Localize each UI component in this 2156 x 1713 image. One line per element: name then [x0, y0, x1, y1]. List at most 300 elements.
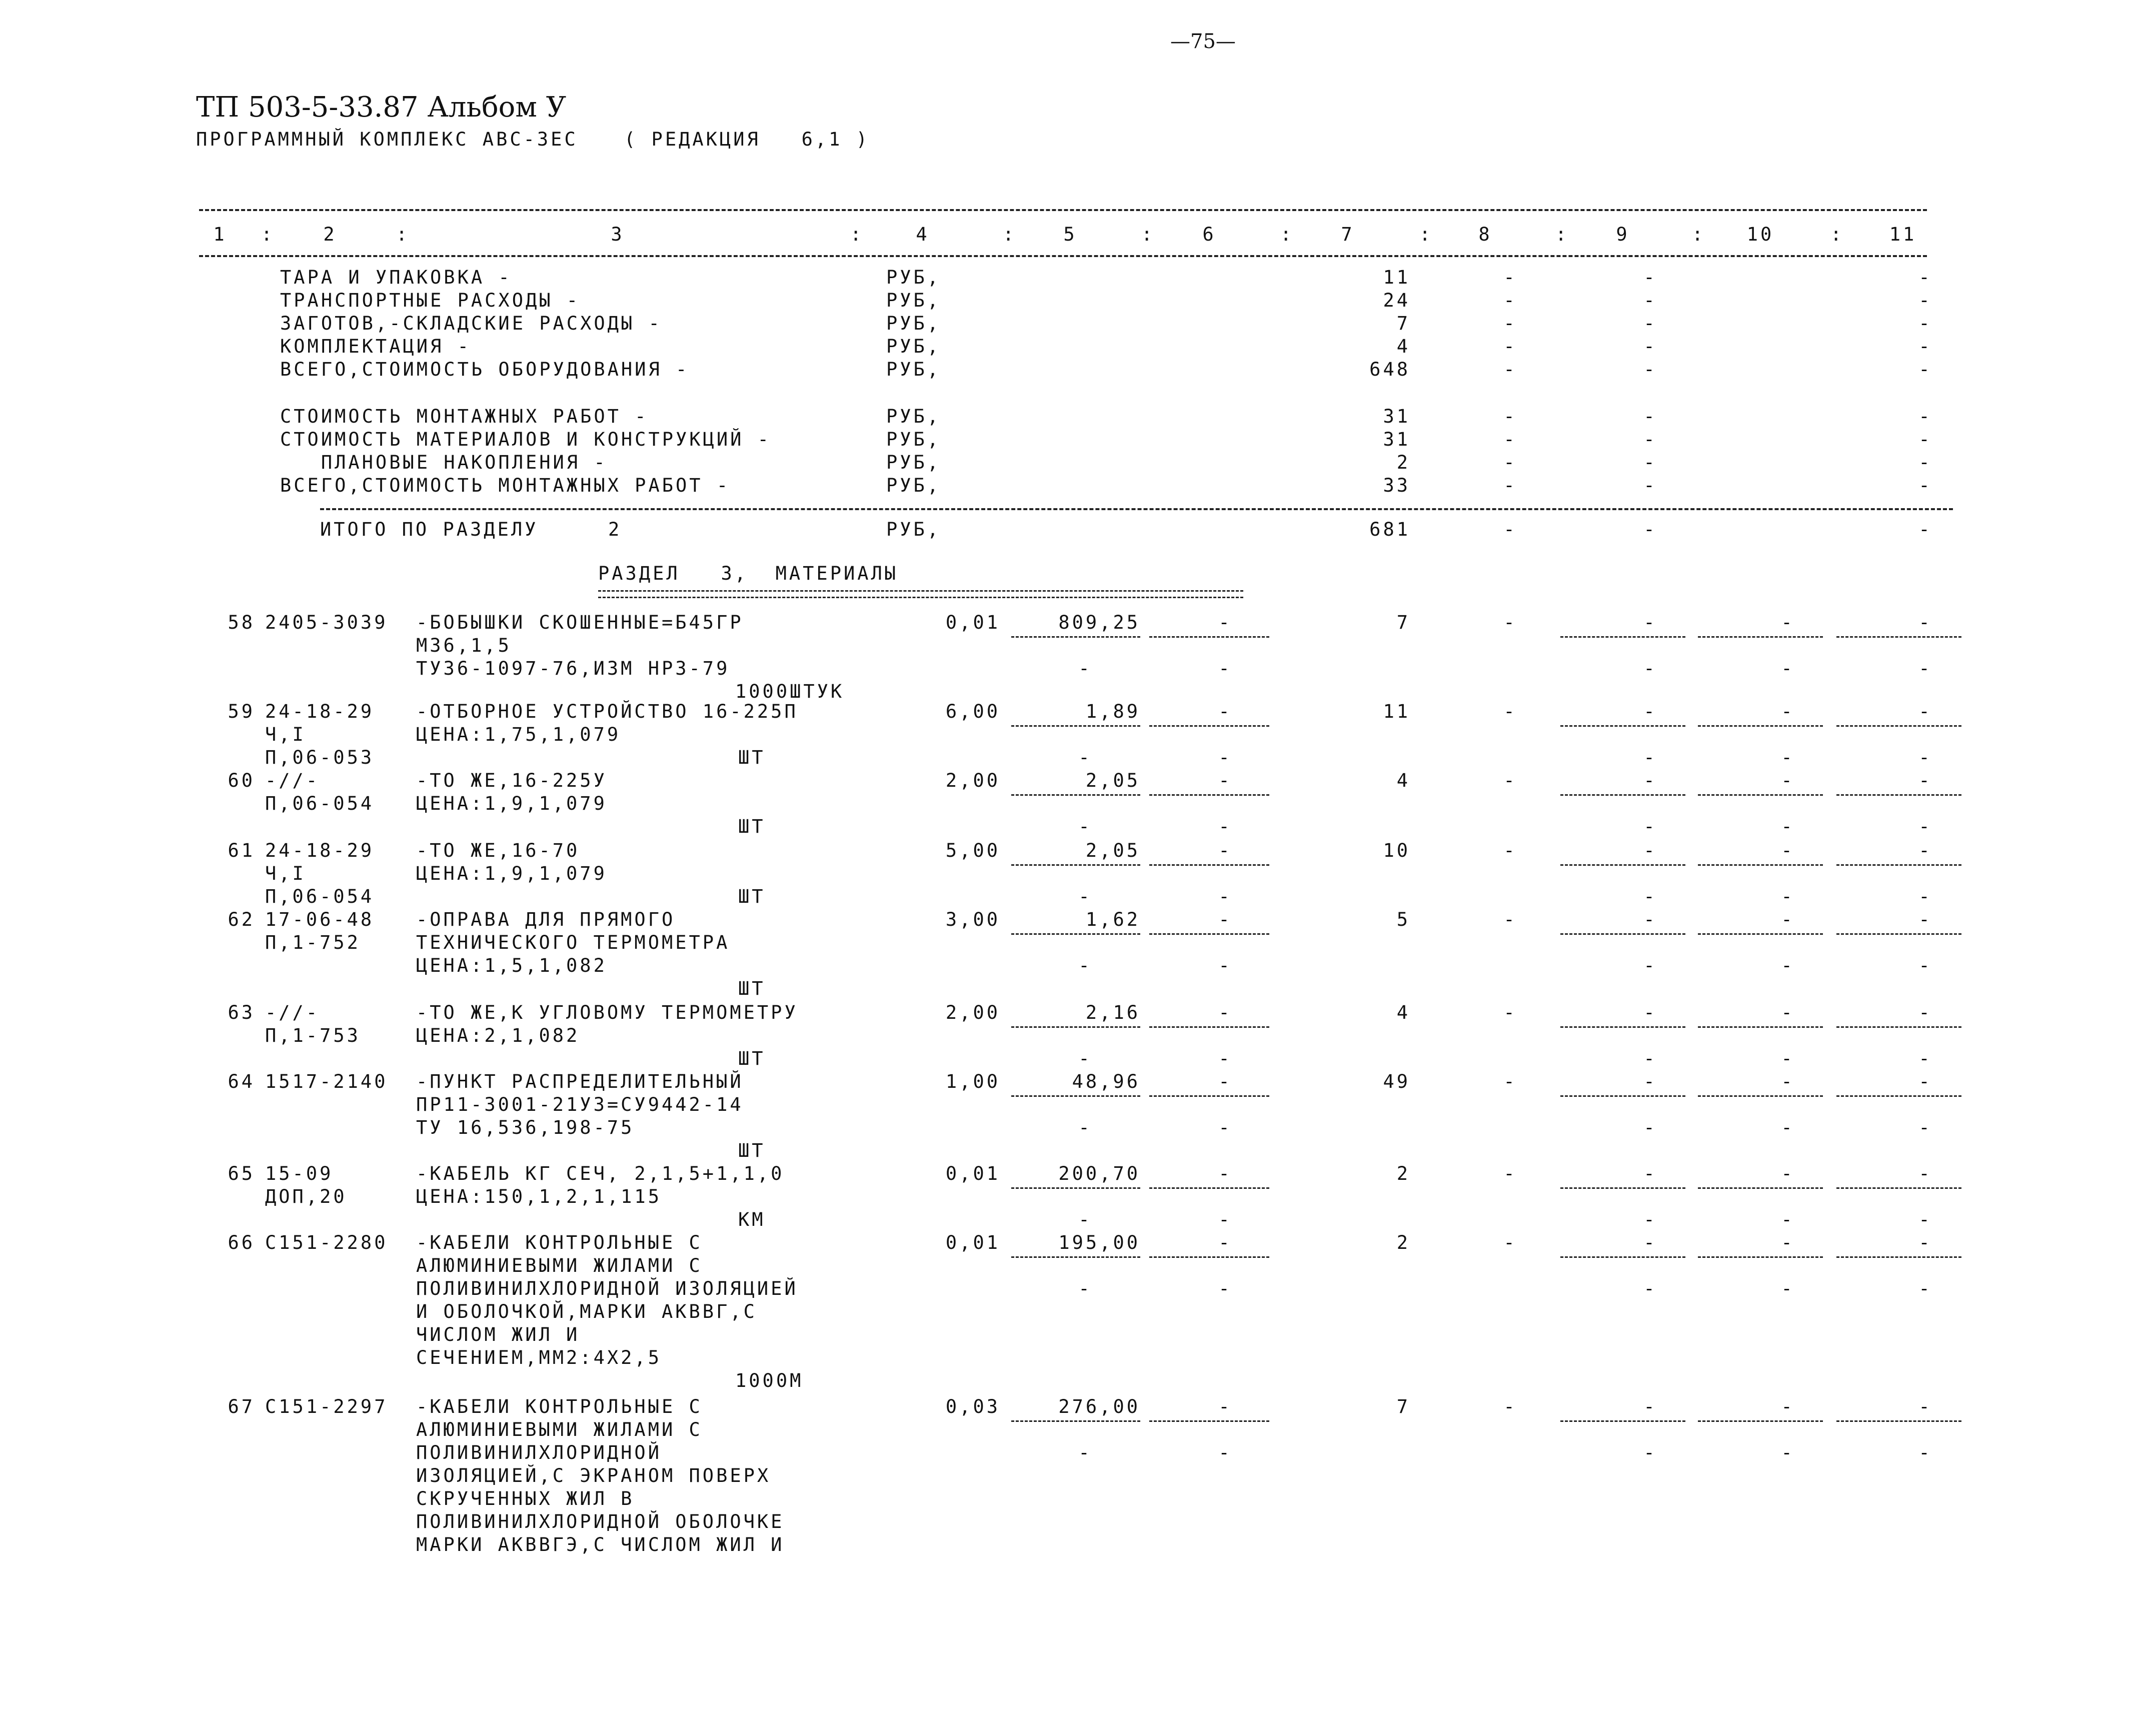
- item-price: 200,70: [1058, 1163, 1140, 1184]
- item-lower-c5: -: [1078, 1278, 1092, 1299]
- item-c7: 2: [1396, 1163, 1410, 1184]
- page-number: —75—: [1170, 30, 1236, 53]
- item-lower-c11: -: [1918, 955, 1932, 976]
- item-lower-c10: -: [1781, 1048, 1795, 1069]
- item-c10: -: [1781, 1002, 1795, 1023]
- column-separator: :: [261, 224, 275, 245]
- item-quantity: 0,03: [945, 1396, 1000, 1417]
- item-description: ПР11-3001-21У3=СУ9442-14: [416, 1094, 744, 1115]
- item-unit: ШТ: [738, 978, 766, 999]
- summary-c9: -: [1643, 267, 1657, 288]
- item-number: 66: [228, 1232, 255, 1253]
- item-lower-c11: -: [1918, 747, 1932, 768]
- program-edition: ( РЕДАКЦИЯ 6,1 ): [624, 129, 870, 150]
- item-lower-c5: -: [1078, 1209, 1092, 1230]
- column-header-11: 11: [1889, 224, 1917, 245]
- item-lower-c5: -: [1078, 658, 1092, 679]
- item-number: 58: [228, 612, 255, 633]
- section-total-c9: -: [1643, 519, 1657, 540]
- item-lower-c5: -: [1078, 816, 1092, 837]
- summary-c11: -: [1918, 290, 1932, 311]
- item-code: Ч,I: [265, 863, 306, 884]
- column-separator: :: [1830, 224, 1844, 245]
- item-subrule: [1698, 794, 1823, 796]
- summary-unit: РУБ,: [886, 359, 941, 380]
- column-header-9: 9: [1616, 224, 1630, 245]
- item-code: П,1-752: [265, 932, 361, 953]
- item-subrule: [1836, 725, 1961, 727]
- item-quantity: 2,00: [945, 1002, 1000, 1023]
- item-lower-c10: -: [1781, 658, 1795, 679]
- item-code: П,06-054: [265, 886, 375, 907]
- item-description: ЦЕНА:150,1,2,1,115: [416, 1186, 662, 1207]
- item-price: 276,00: [1058, 1396, 1140, 1417]
- item-description: ТУ 16,536,198-75: [416, 1117, 635, 1138]
- summary-c8: -: [1503, 406, 1517, 427]
- summary-label: СТОИМОСТЬ МОНТАЖНЫХ РАБОТ -: [280, 406, 649, 427]
- item-c7: 7: [1396, 1396, 1410, 1417]
- summary-c11: -: [1918, 452, 1932, 473]
- item-subrule: [1149, 1026, 1269, 1028]
- item-c11: -: [1918, 909, 1932, 930]
- item-description: И ОБОЛОЧКОЙ,МАРКИ АКВВГ,С: [416, 1301, 757, 1322]
- item-lower-c5: -: [1078, 747, 1092, 768]
- summary-c7: 7: [1396, 313, 1410, 334]
- item-lower-c11: -: [1918, 1117, 1932, 1138]
- item-c6: -: [1218, 840, 1232, 861]
- section-total-c11: -: [1918, 519, 1932, 540]
- item-c11: -: [1918, 1002, 1932, 1023]
- item-subrule: [1149, 1187, 1269, 1189]
- item-price: 195,00: [1058, 1232, 1140, 1253]
- item-subrule: [1011, 725, 1140, 727]
- summary-c9: -: [1643, 475, 1657, 496]
- item-code: Ч,I: [265, 724, 306, 745]
- item-c7: 2: [1396, 1232, 1410, 1253]
- item-c6: -: [1218, 770, 1232, 791]
- summary-c9: -: [1643, 313, 1657, 334]
- item-code: 17-06-48: [265, 909, 375, 930]
- summary-label: ВСЕГО,СТОИМОСТЬ МОНТАЖНЫХ РАБОТ -: [280, 475, 731, 496]
- item-c6: -: [1218, 1071, 1232, 1092]
- item-lower-c11: -: [1918, 1278, 1932, 1299]
- item-unit: ШТ: [738, 886, 766, 907]
- summary-c7: 11: [1383, 267, 1410, 288]
- item-c10: -: [1781, 770, 1795, 791]
- item-lower-c10: -: [1781, 1209, 1795, 1230]
- item-code: 24-18-29: [265, 701, 375, 722]
- summary-unit: РУБ,: [886, 429, 941, 450]
- item-subrule: [1149, 864, 1269, 866]
- item-subrule: [1698, 725, 1823, 727]
- item-c8: -: [1503, 1396, 1517, 1417]
- item-c7: 10: [1383, 840, 1410, 861]
- item-price: 2,05: [1085, 770, 1140, 791]
- item-subrule: [1836, 636, 1961, 638]
- item-lower-c5: -: [1078, 1117, 1092, 1138]
- item-c6: -: [1218, 1163, 1232, 1184]
- item-code: -//-: [265, 770, 320, 791]
- item-subrule: [1836, 933, 1961, 935]
- item-c6: -: [1218, 701, 1232, 722]
- column-header-10: 10: [1746, 224, 1774, 245]
- summary-c9: -: [1643, 290, 1657, 311]
- item-code: П,06-054: [265, 793, 375, 814]
- item-lower-c11: -: [1918, 886, 1932, 907]
- item-code: С151-2280: [265, 1232, 388, 1253]
- item-subrule: [1011, 864, 1140, 866]
- item-c10: -: [1781, 612, 1795, 633]
- item-c6: -: [1218, 1002, 1232, 1023]
- item-c8: -: [1503, 1002, 1517, 1023]
- summary-label: КОМПЛЕКТАЦИЯ -: [280, 336, 471, 357]
- summary-c8: -: [1503, 290, 1517, 311]
- summary-c9: -: [1643, 336, 1657, 357]
- total-rule: [320, 508, 1953, 510]
- item-subrule: [1836, 1420, 1961, 1422]
- item-unit: ШТ: [738, 747, 766, 768]
- item-lower-c10: -: [1781, 1278, 1795, 1299]
- summary-label: ТАРА И УПАКОВКА -: [280, 267, 512, 288]
- item-c11: -: [1918, 1163, 1932, 1184]
- item-unit: КМ: [738, 1209, 766, 1230]
- item-lower-c6: -: [1218, 1048, 1232, 1069]
- item-lower-c6: -: [1218, 886, 1232, 907]
- item-lower-c11: -: [1918, 1209, 1932, 1230]
- column-separator: :: [396, 224, 410, 245]
- summary-label: СТОИМОСТЬ МАТЕРИАЛОВ И КОНСТРУКЦИЙ -: [280, 429, 771, 450]
- summary-label: ТРАНСПОРТНЫЕ РАСХОДЫ -: [280, 290, 581, 311]
- summary-c11: -: [1918, 267, 1932, 288]
- item-lower-c6: -: [1218, 1117, 1232, 1138]
- item-subrule: [1836, 794, 1961, 796]
- item-c6: -: [1218, 1396, 1232, 1417]
- item-unit: ШТ: [738, 816, 766, 837]
- summary-unit: РУБ,: [886, 336, 941, 357]
- item-unit: 1000ШТУК: [735, 681, 845, 702]
- item-c7: 4: [1396, 770, 1410, 791]
- column-header-2: 2: [323, 224, 337, 245]
- item-c11: -: [1918, 612, 1932, 633]
- item-c9: -: [1643, 1396, 1657, 1417]
- item-price: 2,16: [1085, 1002, 1140, 1023]
- item-lower-c10: -: [1781, 816, 1795, 837]
- item-code: -//-: [265, 1002, 320, 1023]
- item-c8: -: [1503, 770, 1517, 791]
- item-price: 48,96: [1072, 1071, 1140, 1092]
- item-description: -ТО ЖЕ,К УГЛОВОМУ ТЕРМОМЕТРУ: [416, 1002, 798, 1023]
- item-number: 60: [228, 770, 255, 791]
- item-code: С151-2297: [265, 1396, 388, 1417]
- item-lower-c6: -: [1218, 1442, 1232, 1463]
- item-lower-c11: -: [1918, 1048, 1932, 1069]
- item-subrule: [1560, 933, 1685, 935]
- item-lower-c10: -: [1781, 955, 1795, 976]
- summary-unit: РУБ,: [886, 267, 941, 288]
- item-c11: -: [1918, 1232, 1932, 1253]
- column-separator: :: [1003, 224, 1017, 245]
- item-lower-c5: -: [1078, 886, 1092, 907]
- item-lower-c11: -: [1918, 816, 1932, 837]
- summary-unit: РУБ,: [886, 406, 941, 427]
- item-unit: 1000М: [735, 1370, 804, 1391]
- item-lower-c9: -: [1643, 1117, 1657, 1138]
- section-heading-underline: [598, 590, 1243, 598]
- item-subrule: [1836, 1095, 1961, 1097]
- item-description: ПОЛИВИНИЛХЛОРИДНОЙ: [416, 1442, 662, 1463]
- item-description: ЦЕНА:1,75,1,079: [416, 724, 621, 745]
- section-total-number: 2: [608, 519, 622, 540]
- item-description: ПОЛИВИНИЛХЛОРИДНОЙ ОБОЛОЧКЕ: [416, 1511, 785, 1532]
- item-lower-c11: -: [1918, 658, 1932, 679]
- item-c10: -: [1781, 701, 1795, 722]
- item-c10: -: [1781, 1071, 1795, 1092]
- item-description: -БОБЫШКИ СКОШЕННЫЕ=Б45ГР: [416, 612, 744, 633]
- item-subrule: [1698, 1420, 1823, 1422]
- item-c9: -: [1643, 840, 1657, 861]
- item-subrule: [1560, 725, 1685, 727]
- item-subrule: [1011, 1420, 1140, 1422]
- section-total-c7: 681: [1369, 519, 1410, 540]
- column-header-1: 1: [213, 224, 227, 245]
- column-header-6: 6: [1202, 224, 1216, 245]
- item-description: М36,1,5: [416, 635, 512, 656]
- column-header-5: 5: [1063, 224, 1077, 245]
- item-description: -КАБЕЛЬ КГ СЕЧ, 2,1,5+1,1,0: [416, 1163, 785, 1184]
- item-price: 809,25: [1058, 612, 1140, 633]
- item-lower-c9: -: [1643, 658, 1657, 679]
- item-lower-c10: -: [1781, 1117, 1795, 1138]
- item-lower-c6: -: [1218, 658, 1232, 679]
- item-description: ТЕХНИЧЕСКОГО ТЕРМОМЕТРА: [416, 932, 730, 953]
- item-description: -ОПРАВА ДЛЯ ПРЯМОГО: [416, 909, 676, 930]
- item-c7: 4: [1396, 1002, 1410, 1023]
- program-title: ПРОГРАММНЫЙ КОМПЛЕКС АВС-ЗЕС: [196, 129, 578, 150]
- item-code: 2405-3039: [265, 612, 388, 633]
- item-subrule: [1149, 933, 1269, 935]
- item-subrule: [1011, 1256, 1140, 1258]
- item-subrule: [1698, 1187, 1823, 1189]
- item-c9: -: [1643, 770, 1657, 791]
- item-lower-c9: -: [1643, 1442, 1657, 1463]
- item-c10: -: [1781, 1396, 1795, 1417]
- item-number: 61: [228, 840, 255, 861]
- summary-label: ВСЕГО,СТОИМОСТЬ ОБОРУДОВАНИЯ -: [280, 359, 690, 380]
- item-subrule: [1560, 864, 1685, 866]
- item-description: ЦЕНА:2,1,082: [416, 1025, 580, 1046]
- item-description: -ПУНКТ РАСПРЕДЕЛИТЕЛЬНЫЙ: [416, 1071, 744, 1092]
- item-subrule: [1560, 794, 1685, 796]
- item-c10: -: [1781, 840, 1795, 861]
- summary-c7: 31: [1383, 429, 1410, 450]
- summary-c7: 24: [1383, 290, 1410, 311]
- item-lower-c9: -: [1643, 816, 1657, 837]
- item-description: -КАБЕЛИ КОНТРОЛЬНЫЕ С: [416, 1396, 703, 1417]
- item-subrule: [1011, 933, 1140, 935]
- summary-unit: РУБ,: [886, 452, 941, 473]
- summary-c11: -: [1918, 475, 1932, 496]
- column-header-4: 4: [916, 224, 930, 245]
- section-total-unit: РУБ,: [886, 519, 941, 540]
- item-c8: -: [1503, 1071, 1517, 1092]
- item-c9: -: [1643, 1002, 1657, 1023]
- item-description: ТУ36-1097-76,ИЗМ НР3-79: [416, 658, 730, 679]
- item-subrule: [1011, 1026, 1140, 1028]
- summary-c7: 4: [1396, 336, 1410, 357]
- column-separator: :: [1692, 224, 1706, 245]
- summary-unit: РУБ,: [886, 475, 941, 496]
- item-number: 63: [228, 1002, 255, 1023]
- item-c9: -: [1643, 1071, 1657, 1092]
- item-code: ДОП,20: [265, 1186, 347, 1207]
- item-lower-c9: -: [1643, 747, 1657, 768]
- summary-c7: 31: [1383, 406, 1410, 427]
- item-lower-c6: -: [1218, 816, 1232, 837]
- item-quantity: 3,00: [945, 909, 1000, 930]
- item-c10: -: [1781, 1232, 1795, 1253]
- item-c11: -: [1918, 1396, 1932, 1417]
- item-c8: -: [1503, 1163, 1517, 1184]
- item-subrule: [1560, 636, 1685, 638]
- section-total-c8: -: [1503, 519, 1517, 540]
- header-rule-bottom: [199, 255, 1927, 257]
- item-lower-c6: -: [1218, 747, 1232, 768]
- item-description: ИЗОЛЯЦИЕЙ,С ЭКРАНОМ ПОВЕРХ: [416, 1465, 771, 1486]
- summary-c8: -: [1503, 313, 1517, 334]
- summary-c8: -: [1503, 267, 1517, 288]
- item-lower-c6: -: [1218, 1209, 1232, 1230]
- item-lower-c10: -: [1781, 747, 1795, 768]
- item-c7: 7: [1396, 612, 1410, 633]
- summary-c7: 2: [1396, 452, 1410, 473]
- column-separator: :: [1419, 224, 1433, 245]
- item-subrule: [1560, 1256, 1685, 1258]
- item-subrule: [1011, 1187, 1140, 1189]
- item-c9: -: [1643, 1232, 1657, 1253]
- item-quantity: 0,01: [945, 612, 1000, 633]
- summary-c11: -: [1918, 359, 1932, 380]
- item-price: 1,89: [1085, 701, 1140, 722]
- item-subrule: [1560, 1420, 1685, 1422]
- column-header-3: 3: [611, 224, 625, 245]
- item-c11: -: [1918, 840, 1932, 861]
- item-description: ЦЕНА:1,9,1,079: [416, 793, 607, 814]
- item-unit: ШТ: [738, 1048, 766, 1069]
- item-quantity: 0,01: [945, 1232, 1000, 1253]
- item-lower-c9: -: [1643, 1209, 1657, 1230]
- item-subrule: [1698, 933, 1823, 935]
- section-heading: РАЗДЕЛ 3, МАТЕРИАЛЫ: [598, 563, 899, 584]
- item-code: 15-09: [265, 1163, 334, 1184]
- item-description: СЕЧЕНИЕМ,ММ2:4Х2,5: [416, 1347, 662, 1368]
- item-c9: -: [1643, 909, 1657, 930]
- item-c7: 11: [1383, 701, 1410, 722]
- summary-c11: -: [1918, 313, 1932, 334]
- item-description: ЧИСЛОМ ЖИЛ И: [416, 1324, 580, 1345]
- column-separator: :: [1555, 224, 1569, 245]
- item-c11: -: [1918, 770, 1932, 791]
- summary-c11: -: [1918, 336, 1932, 357]
- item-description: ЦЕНА:1,5,1,082: [416, 955, 607, 976]
- item-subrule: [1149, 1420, 1269, 1422]
- item-subrule: [1560, 1187, 1685, 1189]
- item-quantity: 2,00: [945, 770, 1000, 791]
- item-lower-c10: -: [1781, 1442, 1795, 1463]
- item-c6: -: [1218, 1232, 1232, 1253]
- item-c8: -: [1503, 909, 1517, 930]
- column-separator: :: [1280, 224, 1294, 245]
- item-description: -ОТБОРНОЕ УСТРОЙСТВО 16-225П: [416, 701, 798, 722]
- item-c11: -: [1918, 1071, 1932, 1092]
- summary-c11: -: [1918, 406, 1932, 427]
- item-subrule: [1560, 1095, 1685, 1097]
- item-number: 67: [228, 1396, 255, 1417]
- item-lower-c6: -: [1218, 1278, 1232, 1299]
- summary-label: ЗАГОТОВ,-СКЛАДСКИЕ РАСХОДЫ -: [280, 313, 662, 334]
- item-subrule: [1149, 1095, 1269, 1097]
- item-subrule: [1836, 1026, 1961, 1028]
- item-c8: -: [1503, 701, 1517, 722]
- item-price: 1,62: [1085, 909, 1140, 930]
- item-description: СКРУЧЕННЫХ ЖИЛ В: [416, 1488, 635, 1509]
- item-c8: -: [1503, 612, 1517, 633]
- item-number: 62: [228, 909, 255, 930]
- item-quantity: 6,00: [945, 701, 1000, 722]
- item-subrule: [1698, 864, 1823, 866]
- item-description: АЛЮМИНИЕВЫМИ ЖИЛАМИ С: [416, 1419, 703, 1440]
- item-number: 64: [228, 1071, 255, 1092]
- item-subrule: [1698, 1095, 1823, 1097]
- item-quantity: 0,01: [945, 1163, 1000, 1184]
- item-subrule: [1149, 794, 1269, 796]
- item-unit: ШТ: [738, 1140, 766, 1161]
- item-subrule: [1560, 1026, 1685, 1028]
- item-c6: -: [1218, 909, 1232, 930]
- item-lower-c11: -: [1918, 1442, 1932, 1463]
- item-subrule: [1698, 1026, 1823, 1028]
- item-description: -ТО ЖЕ,16-70: [416, 840, 580, 861]
- item-lower-c9: -: [1643, 955, 1657, 976]
- summary-c8: -: [1503, 475, 1517, 496]
- item-subrule: [1149, 1256, 1269, 1258]
- summary-c8: -: [1503, 429, 1517, 450]
- summary-c8: -: [1503, 336, 1517, 357]
- item-c9: -: [1643, 701, 1657, 722]
- summary-unit: РУБ,: [886, 290, 941, 311]
- summary-c9: -: [1643, 429, 1657, 450]
- item-description: МАРКИ АКВВГЭ,С ЧИСЛОМ ЖИЛ И: [416, 1534, 785, 1555]
- item-code: П,06-053: [265, 747, 375, 768]
- item-c10: -: [1781, 909, 1795, 930]
- item-c8: -: [1503, 1232, 1517, 1253]
- item-lower-c5: -: [1078, 955, 1092, 976]
- item-subrule: [1011, 1095, 1140, 1097]
- item-c9: -: [1643, 1163, 1657, 1184]
- item-c6: -: [1218, 612, 1232, 633]
- summary-c8: -: [1503, 452, 1517, 473]
- item-c7: 49: [1383, 1071, 1410, 1092]
- item-c7: 5: [1396, 909, 1410, 930]
- item-code: 24-18-29: [265, 840, 375, 861]
- item-lower-c9: -: [1643, 1278, 1657, 1299]
- item-subrule: [1149, 725, 1269, 727]
- item-description: АЛЮМИНИЕВЫМИ ЖИЛАМИ С: [416, 1255, 703, 1276]
- item-price: 2,05: [1085, 840, 1140, 861]
- summary-c7: 33: [1383, 475, 1410, 496]
- item-quantity: 1,00: [945, 1071, 1000, 1092]
- item-description: -ТО ЖЕ,16-225У: [416, 770, 607, 791]
- summary-c9: -: [1643, 359, 1657, 380]
